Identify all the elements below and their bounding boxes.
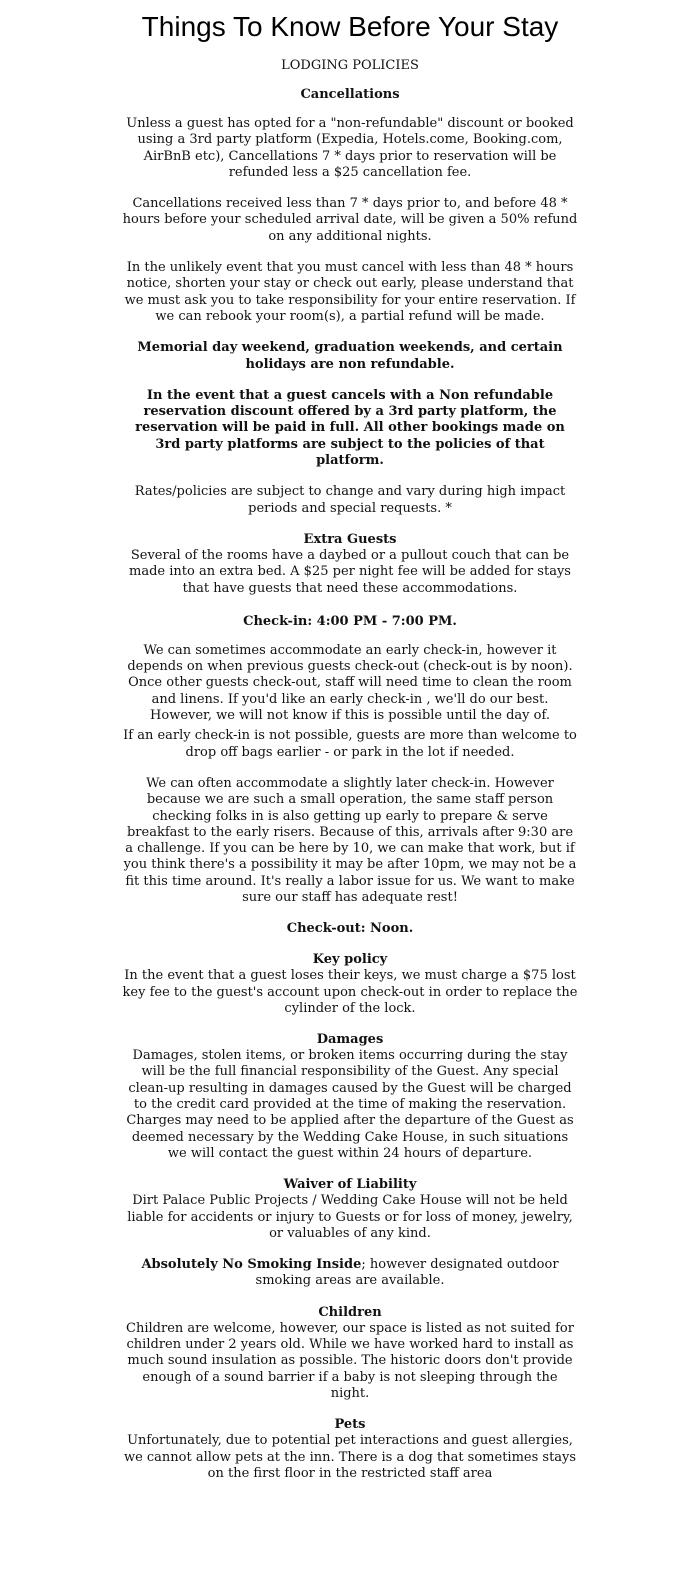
damages-body: Damages, stolen items, or broken items occurring during the stay will be the full financial responsibility of the Guest. Any special clean-up resulting in damages caused by the Guest will be charged to the credit card provided at the time of making the reservation. Charges may need to be applied after the departure of the Guest as deemed necessary by the Wedding Cake House, in such situations we will contact the guest within 24 hours of departure. <box>126 1048 574 1161</box>
pets-heading: Pets <box>334 1417 366 1433</box>
cancellations-paragraph-2: Cancellations received less than 7 * days prior to, and before 48 * hours before your scheduled arrival date, will be given a 50% refund on any additional nights. <box>122 196 578 244</box>
cancellations-paragraph-1: Unless a guest has opted for a "non-refundable" discount or booked using a 3rd party platform (Expedia, Hotels.come, Booking.com, AirBnB etc), Cancellations 7 * days prior to reservation will be refunded less a $25 cancellation fee. <box>126 116 574 180</box>
children-section <box>122 1305 578 1402</box>
page-title: Things To Know Before Your Stay <box>141 11 559 42</box>
rates-policies-notice: Rates/policies are subject to change and vary during high impact periods and special requests. * <box>134 484 566 516</box>
smoking-policy-bold: Absolutely No Smoking Inside <box>141 1257 362 1273</box>
extra-guests-section <box>122 532 578 597</box>
checkin-paragraph-1: We can sometimes accommodate an early check-in, however it depends on when previous guests check-out (check-out is by noon). Once other guests check-out, staff will need time to clean the room and linens. If you'd like an early check-in , we'll do our best. However, we will not know if this is possible until the day of. <box>127 642 573 724</box>
third-party-cancellation-notice: In the event that a guest cancels with a Non refundable reservation discount offered by a 3rd party platform, the reservation will be paid in full. All other bookings made on 3rd party platforms are subject to the policies of that platform. <box>135 387 565 469</box>
policy-document <box>122 58 578 1482</box>
children-body: Children are welcome, however, our space is listed as not suited for children under 2 years old. While we have worked hard to install as much sound insulation as possible. The historic doors don't provide enough of a sound barrier if a baby is not sleeping through the night. <box>126 1320 574 1401</box>
key-policy-heading: Key policy <box>312 952 388 968</box>
checkin-heading: Check-in: 4:00 PM - 7:00 PM. <box>243 613 457 629</box>
smoking-policy <box>122 1257 578 1290</box>
damages-heading: Damages <box>316 1032 384 1048</box>
key-policy-section <box>122 952 578 1017</box>
extra-guests-heading: Extra Guests <box>303 531 397 547</box>
page-subtitle: LODGING POLICIES <box>281 58 419 73</box>
children-heading: Children <box>318 1304 382 1320</box>
non-refundable-holidays-notice: Memorial day weekend, graduation weekends, and certain holidays are non refundable. <box>137 340 563 372</box>
waiver-section <box>122 1177 578 1242</box>
waiver-heading: Waiver of Liability <box>283 1177 417 1193</box>
waiver-body: Dirt Palace Public Projects / Wedding Cake House will not be held liable for accidents or injury to Guests or for loss of money, jewelry, or valuables of any kind. <box>127 1193 573 1241</box>
key-policy-body: In the event that a guest loses their keys, we must charge a $75 lost key fee to the guest's account upon check-out in order to replace the cylinder of the lock. <box>122 968 578 1016</box>
extra-guests-body: Several of the rooms have a daybed or a pullout couch that can be made into an extra bed. A $25 per night fee will be added for stays that have guests that need these accommodations. <box>129 547 571 596</box>
damages-section <box>122 1032 578 1162</box>
pets-section <box>122 1417 578 1482</box>
pets-body: Unfortunately, due to potential pet interactions and guest allergies, we cannot allow pets at the inn. There is a dog that sometimes stays on the first floor in the restricted staff area <box>123 1433 577 1481</box>
checkin-paragraph-3: We can often accommodate a slightly later check-in. However because we are such a small operation, the same staff person checking folks in is also getting up early to prepare & serve breakfast to the early risers. Because of this, arrivals after 9:30 are a challenge. If you can be here by 10, we can make that work, but if you think there's a possibility it may be after 10pm, we may not be a fit this time around. It's really a labor issue for us. We want to make sure our staff has adequate rest! <box>123 775 577 905</box>
checkout-heading: Check-out: Noon. <box>286 921 414 937</box>
checkin-paragraph-2: If an early check-in is not possible, guests are more than welcome to drop off bags earlier - or park in the lot if needed. <box>123 728 577 760</box>
cancellations-heading: Cancellations <box>300 87 400 102</box>
smoking-policy-rest: ; however designated outdoor smoking areas are available. <box>255 1257 559 1289</box>
cancellations-paragraph-3: In the unlikely event that you must cancel with less than 48 * hours notice, shorten your stay or check out early, please understand that we must ask you to take responsibility for your entire reservation. If we can rebook your room(s), a partial refund will be made. <box>124 260 576 324</box>
